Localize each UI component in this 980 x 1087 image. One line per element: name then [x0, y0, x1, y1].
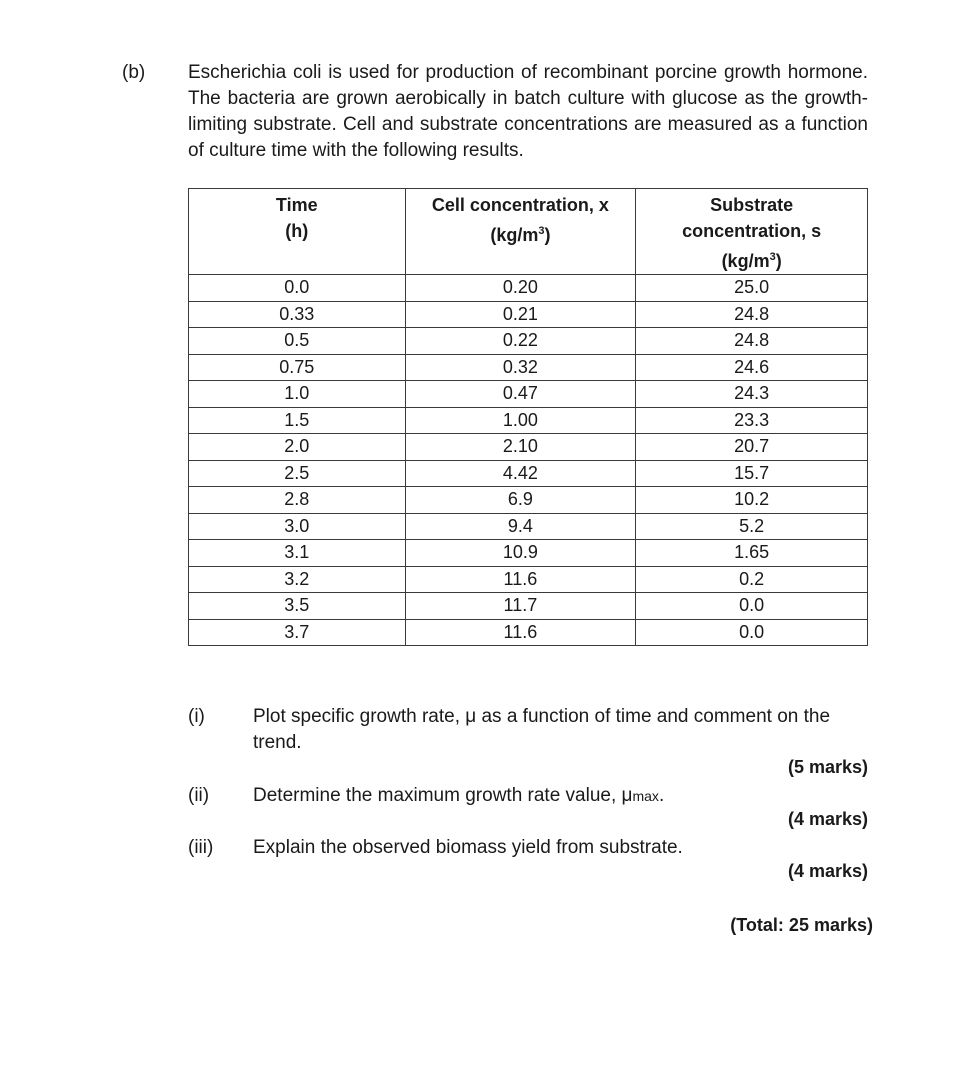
- cell-concentration-x: 1.00: [405, 407, 636, 434]
- cell-substrate-s: 25.0: [636, 275, 868, 302]
- cell-substrate-s: 24.8: [636, 301, 868, 328]
- table-row: [189, 460, 868, 487]
- cell-concentration-x: 11.7: [405, 593, 636, 620]
- cell-substrate-s: 24.8: [636, 328, 868, 355]
- cell-concentration-x: 10.9: [405, 540, 636, 567]
- cell-time: 1.0: [189, 381, 406, 408]
- table-row: [189, 434, 868, 461]
- header-substrate-label-2: concentration, s: [682, 221, 822, 241]
- cell-concentration-x: 9.4: [405, 513, 636, 540]
- cell-substrate-s: 20.7: [636, 434, 868, 461]
- cell-concentration-x: 11.6: [405, 619, 636, 646]
- table-row: [189, 513, 868, 540]
- table-row: [189, 619, 868, 646]
- cell-time: 2.8: [189, 487, 406, 514]
- cell-concentration-x: 4.42: [405, 460, 636, 487]
- question-2-text: Determine the maximum growth rate value, μmax.: [253, 785, 665, 806]
- table-body: [189, 275, 868, 646]
- cell-substrate-s: 15.7: [636, 460, 868, 487]
- question-2-marks: (4 marks): [787, 809, 868, 829]
- question-1-text: Plot specific growth rate, μ as a function of time and comment on the trend.: [253, 706, 831, 753]
- cell-substrate-s: 5.2: [636, 513, 868, 540]
- table-row: [189, 593, 868, 620]
- cell-time: 3.0: [189, 513, 406, 540]
- part-label: (b): [122, 62, 146, 83]
- table-row: [189, 407, 868, 434]
- header-time-label: Time: [275, 195, 318, 215]
- table-row: [189, 487, 868, 514]
- header-substrate-unit: $(kg/m^3)$: [721, 251, 782, 271]
- header-cell-unit: $(kg/m^3)$: [490, 225, 551, 245]
- cell-time: 3.1: [189, 540, 406, 567]
- cell-time: 0.75: [189, 354, 406, 381]
- cell-substrate-s: 0.0: [636, 593, 868, 620]
- question-1-number: (i): [188, 706, 205, 727]
- cell-time: 0.5: [189, 328, 406, 355]
- question-3-text: Explain the observed biomass yield from substrate.: [253, 837, 683, 858]
- cell-concentration-x: 2.10: [405, 434, 636, 461]
- cell-concentration-x: 6.9: [405, 487, 636, 514]
- cell-substrate-s: 0.2: [636, 566, 868, 593]
- cell-substrate-s: 23.3: [636, 407, 868, 434]
- table-row: [189, 381, 868, 408]
- cell-concentration-x: 11.6: [405, 566, 636, 593]
- table-row: [189, 301, 868, 328]
- cell-time: 3.7: [189, 619, 406, 646]
- table-row: [189, 354, 868, 381]
- data-table: [188, 188, 868, 646]
- header-substrate-label-1: Substrate: [710, 195, 794, 215]
- mu-max-subscript: max: [632, 788, 659, 804]
- table-row: [189, 566, 868, 593]
- header-time: [189, 189, 406, 275]
- cell-substrate-s: 24.3: [636, 381, 868, 408]
- question-1-marks: (5 marks): [787, 757, 868, 777]
- cell-time: 2.5: [189, 460, 406, 487]
- cell-concentration-x: 0.47: [405, 381, 636, 408]
- total-marks: (Total: 25 marks): [730, 915, 873, 935]
- cell-time: 3.2: [189, 566, 406, 593]
- cell-concentration-x: 0.20: [405, 275, 636, 302]
- question-intro: Escherichia coli is used for production of recombinant porcine growth hormone. The bacteria are grown aerobically in batch culture with glucose as the growth-limiting substrate. Cell and substrate concentrations are measured as a function of culture time with the following results.: [188, 62, 868, 161]
- question-2-number: (ii): [188, 785, 210, 806]
- header-time-unit: (h): [285, 221, 309, 241]
- table-row: [189, 540, 868, 567]
- cell-substrate-s: 0.0: [636, 619, 868, 646]
- question-3-marks: (4 marks): [787, 861, 868, 881]
- cell-time: 1.5: [189, 407, 406, 434]
- cell-concentration-x: 0.32: [405, 354, 636, 381]
- table-row: [189, 275, 868, 302]
- cell-concentration-x: 0.21: [405, 301, 636, 328]
- table-row: [189, 328, 868, 355]
- cell-time: 3.5: [189, 593, 406, 620]
- table-header-row: [189, 189, 868, 275]
- cell-substrate-s: 10.2: [636, 487, 868, 514]
- cell-substrate-s: 1.65: [636, 540, 868, 567]
- header-substrate-concentration: [636, 189, 868, 275]
- cell-concentration-x: 0.22: [405, 328, 636, 355]
- cell-substrate-s: 24.6: [636, 354, 868, 381]
- header-cell-label: Cell concentration, x: [431, 195, 609, 215]
- header-cell-concentration: [405, 189, 636, 275]
- question-3-number: (iii): [188, 837, 214, 858]
- cell-time: 2.0: [189, 434, 406, 461]
- cell-time: 0.33: [189, 301, 406, 328]
- cell-time: 0.0: [189, 275, 406, 302]
